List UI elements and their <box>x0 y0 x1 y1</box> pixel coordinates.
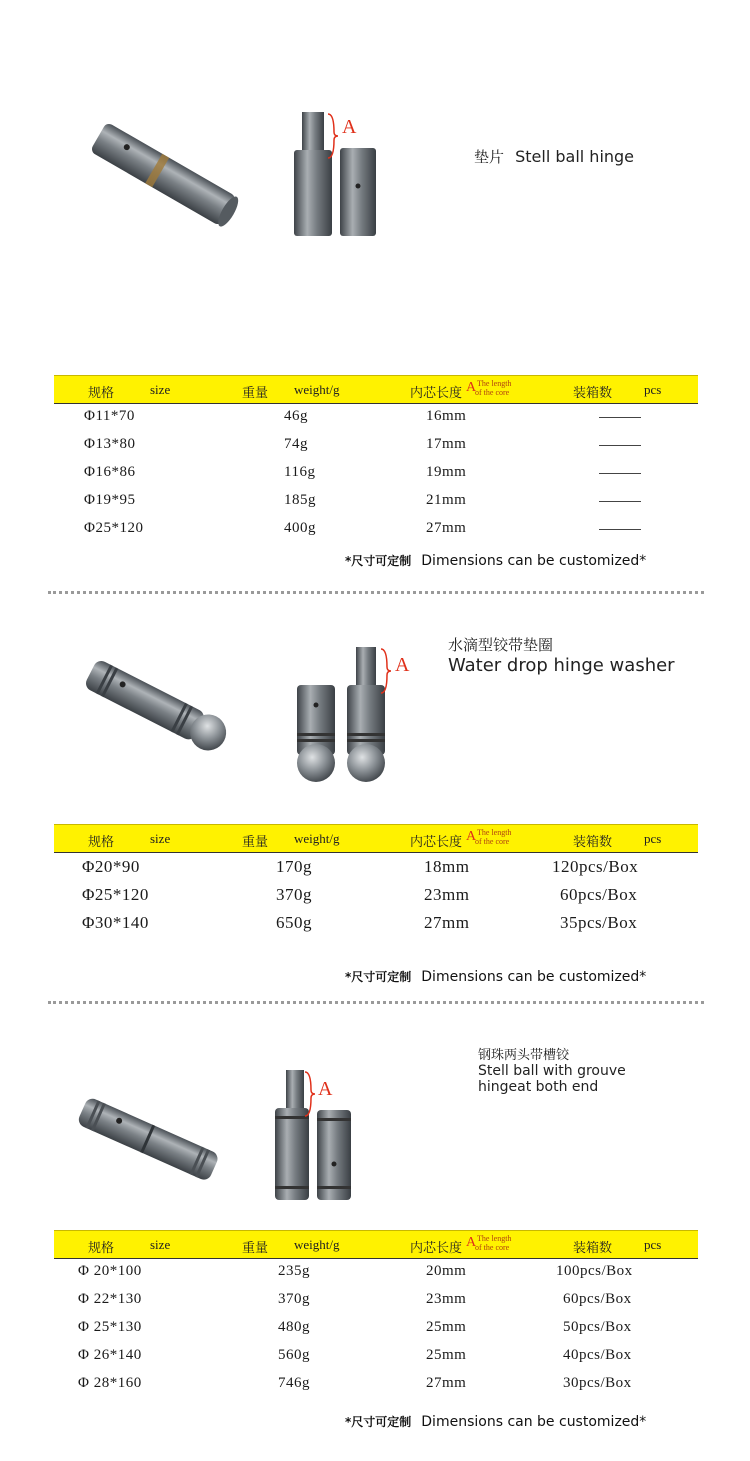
cell-core: 19mm <box>426 464 467 480</box>
cell-weight: 170g <box>276 857 312 876</box>
header-core-a: A <box>466 380 477 395</box>
cell-weight: 74g <box>284 436 308 452</box>
cell-size: Φ11*70 <box>84 408 135 424</box>
spec-table-header <box>54 375 698 404</box>
cell-pcs: 50pcs/Box <box>563 1319 632 1335</box>
cell-weight: 746g <box>278 1375 310 1391</box>
cell-weight: 235g <box>278 1263 310 1279</box>
spec-table <box>54 1230 698 1399</box>
customization-note <box>345 968 646 985</box>
header-core-cn: 内芯长度 <box>410 385 463 400</box>
cell-core: 27mm <box>424 913 470 932</box>
table-row <box>54 1371 698 1399</box>
product-title-cn: 垫片 <box>474 148 505 166</box>
table-row <box>54 1259 698 1287</box>
table-row <box>54 853 698 881</box>
cell-core: 23mm <box>426 1291 467 1307</box>
note-en: Dimensions can be customized* <box>421 553 647 569</box>
cell-size: Φ16*86 <box>84 464 136 480</box>
product-title-cn: 水滴型铰带垫圈 <box>448 636 554 654</box>
table-row <box>54 460 698 488</box>
header-weight-cn: 重量 <box>242 834 269 849</box>
note-en: Dimensions can be customized* <box>421 969 647 985</box>
header-weight-en: weight/g <box>294 1237 340 1252</box>
table-row <box>54 404 698 432</box>
section-divider <box>48 591 704 594</box>
cell-pcs: 40pcs/Box <box>563 1347 632 1363</box>
dimension-label-a: A <box>342 116 357 138</box>
header-core-en-2: of the core <box>475 1243 510 1252</box>
header-weight-en: weight/g <box>294 831 340 846</box>
header-core-cn: 内芯长度 <box>410 1240 463 1255</box>
cell-pcs: 35pcs/Box <box>560 913 638 932</box>
dimension-label-a: A <box>395 654 410 676</box>
header-core-a: A <box>466 1235 477 1250</box>
note-cn: *尺寸可定制 <box>345 554 412 568</box>
header-core-en-1: The length <box>477 828 512 837</box>
empty-dash <box>599 529 641 530</box>
table-row <box>54 909 698 937</box>
header-core-en-1: The length <box>477 1234 512 1243</box>
spec-table <box>54 375 698 544</box>
cell-size: Φ 25*130 <box>78 1319 142 1335</box>
cell-size: Φ 20*100 <box>78 1263 142 1279</box>
header-pcs-en: pcs <box>644 1237 662 1252</box>
cell-weight: 370g <box>276 885 312 904</box>
header-core-cn: 内芯长度 <box>410 834 463 849</box>
cell-size: Φ 26*140 <box>78 1347 142 1363</box>
customization-note <box>345 552 646 569</box>
header-size-cn: 规格 <box>88 1240 115 1255</box>
cell-pcs: 60pcs/Box <box>560 885 638 904</box>
table-row <box>54 1315 698 1343</box>
spec-table-header <box>54 1230 698 1259</box>
header-size-en: size <box>150 382 171 397</box>
table-row <box>54 432 698 460</box>
table-row <box>54 881 698 909</box>
cell-size: Φ25*120 <box>84 520 144 536</box>
cell-weight: 370g <box>278 1291 310 1307</box>
product-title-en: Water drop hinge washer <box>448 655 675 676</box>
cell-size: Φ19*95 <box>84 492 136 508</box>
hinge-photo-parts <box>295 645 395 785</box>
header-weight-cn: 重量 <box>242 385 269 400</box>
header-size-en: size <box>150 1237 171 1252</box>
hinge-photo-assembled <box>70 1085 230 1195</box>
cell-size: Φ13*80 <box>84 436 136 452</box>
header-size-en: size <box>150 831 171 846</box>
cell-weight: 480g <box>278 1319 310 1335</box>
header-pcs-cn: 装箱数 <box>573 1240 613 1255</box>
hinge-photo-assembled <box>76 650 236 765</box>
cell-weight: 400g <box>284 520 316 536</box>
cell-weight: 116g <box>284 464 316 480</box>
empty-dash <box>599 417 641 418</box>
product-title-en-line1: Stell ball with grouve <box>478 1063 626 1079</box>
cell-weight: 46g <box>284 408 308 424</box>
cell-core: 17mm <box>426 436 467 452</box>
cell-pcs: 120pcs/Box <box>552 857 639 876</box>
cell-core: 21mm <box>426 492 467 508</box>
cell-weight: 650g <box>276 913 312 932</box>
cell-weight: 185g <box>284 492 316 508</box>
cell-core: 18mm <box>424 857 470 876</box>
header-size-cn: 规格 <box>88 385 115 400</box>
cell-size: Φ 28*160 <box>78 1375 142 1391</box>
cell-core: 23mm <box>424 885 470 904</box>
product-title <box>478 1044 626 1095</box>
hinge-photo-parts <box>290 110 380 240</box>
section-divider <box>48 1001 704 1004</box>
product-title <box>448 634 675 676</box>
cell-core: 25mm <box>426 1347 467 1363</box>
cell-core: 20mm <box>426 1263 467 1279</box>
note-en: Dimensions can be customized* <box>421 1414 647 1430</box>
header-core-en-2: of the core <box>475 388 510 397</box>
cell-size: Φ30*140 <box>82 913 149 932</box>
header-pcs-en: pcs <box>644 382 662 397</box>
header-core-en-1: The length <box>477 379 512 388</box>
cell-core: 25mm <box>426 1319 467 1335</box>
table-row <box>54 1343 698 1371</box>
cell-core: 27mm <box>426 520 467 536</box>
customization-note <box>345 1413 646 1430</box>
header-weight-en: weight/g <box>294 382 340 397</box>
cell-pcs: 100pcs/Box <box>556 1263 633 1279</box>
cell-core: 27mm <box>426 1375 467 1391</box>
header-core-en-2: of the core <box>475 837 510 846</box>
header-core-a: A <box>466 829 477 844</box>
cell-size: Φ25*120 <box>82 885 149 904</box>
spec-table-header <box>54 824 698 853</box>
cell-pcs: 60pcs/Box <box>563 1291 632 1307</box>
cell-size: Φ20*90 <box>82 857 140 876</box>
product-title-en-line2: hingeat both end <box>478 1079 599 1095</box>
empty-dash <box>599 473 641 474</box>
empty-dash <box>599 501 641 502</box>
dimension-label-a: A <box>318 1078 333 1100</box>
header-pcs-cn: 装箱数 <box>573 834 613 849</box>
table-row <box>54 516 698 544</box>
cell-weight: 560g <box>278 1347 310 1363</box>
product-title-cn: 钢珠两头带槽铰 <box>478 1048 570 1063</box>
table-row <box>54 488 698 516</box>
header-weight-cn: 重量 <box>242 1240 269 1255</box>
header-pcs-en: pcs <box>644 831 662 846</box>
cell-core: 16mm <box>426 408 467 424</box>
product-title <box>474 146 634 167</box>
table-row <box>54 1287 698 1315</box>
spec-table <box>54 824 698 937</box>
empty-dash <box>599 445 641 446</box>
product-title-en: Stell ball hinge <box>515 147 635 166</box>
cell-pcs: 30pcs/Box <box>563 1375 632 1391</box>
header-size-cn: 规格 <box>88 834 115 849</box>
hinge-photo-assembled <box>80 118 250 233</box>
note-cn: *尺寸可定制 <box>345 970 412 984</box>
note-cn: *尺寸可定制 <box>345 1415 412 1429</box>
header-pcs-cn: 装箱数 <box>573 385 613 400</box>
cell-size: Φ 22*130 <box>78 1291 142 1307</box>
